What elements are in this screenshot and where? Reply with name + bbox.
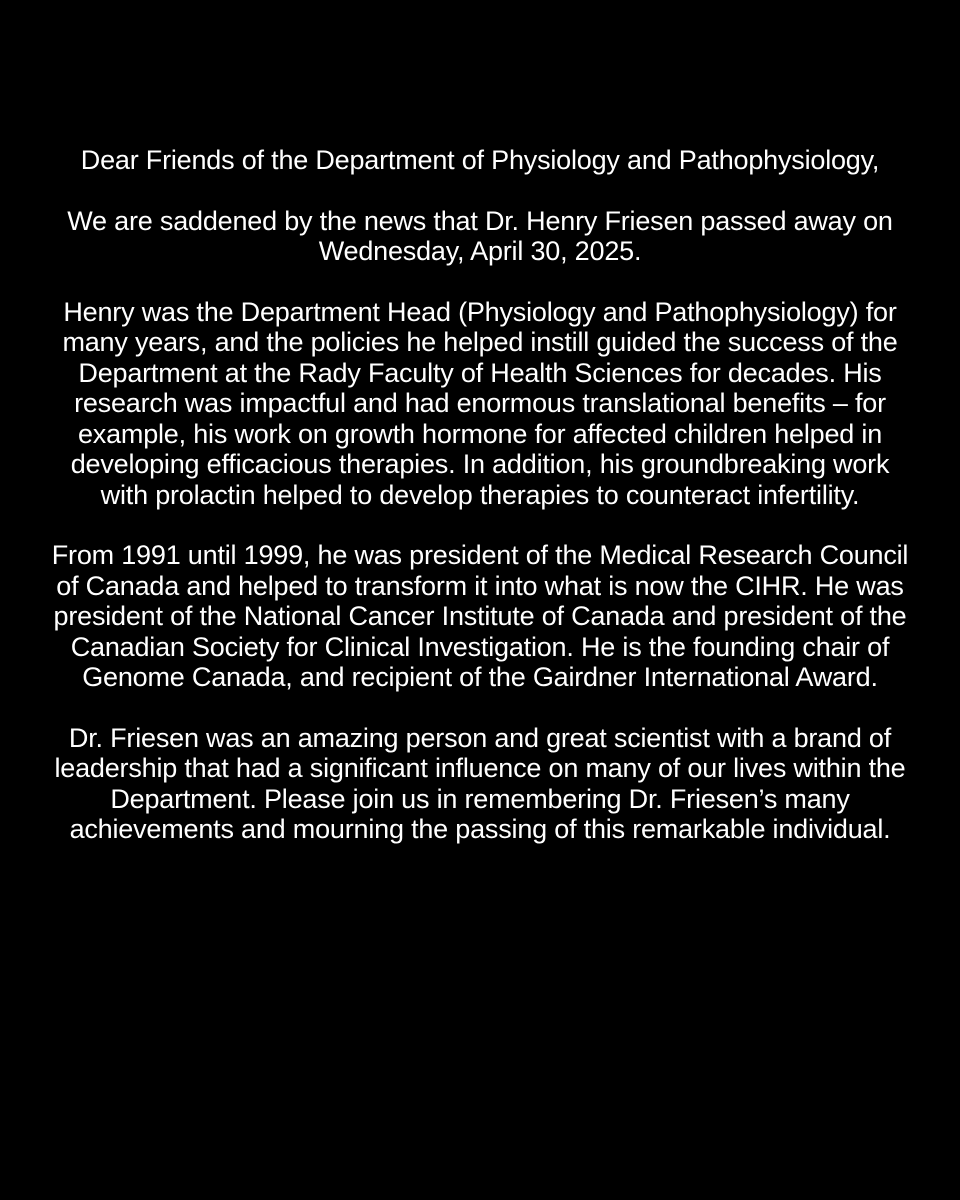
salutation: Dear Friends of the Department of Physiology and Pathophysiology, (80, 145, 880, 175)
paragraph-career-roles: From 1991 until 1999, he was president of the Medical Research Council of Canada and helped to transform it into what is now the CIHR. He was president of the National Cancer Institute of Canada and president of the Canadian Society for Clinical Investigation. He is the founding chair of Genome Canada, and recipient of the Gairdner International Award. (51, 540, 909, 692)
paragraph-department-head: Henry was the Department Head (Physiology and Pathophysiology) for many years, and the policies he helped instill guided the success of the Department at the Rady Faculty of Health Sciences for decades. His research was impactful and had enormous translational benefits – for example, his work on growth hormone for affected children helped in developing efficacious therapies. In addition, his groundbreaking work with prolactin helped to develop therapies to counteract infertility. (62, 296, 898, 510)
memorial-letter (50, 145, 910, 845)
paragraph-passing-announcement: We are saddened by the news that Dr. Henry Friesen passed away on Wednesday, April 30, 2025. (67, 205, 893, 266)
paragraph-remembrance: Dr. Friesen was an amazing person and great scientist with a brand of leadership that had a significant influence on many of our lives within the Department. Please join us in remembering Dr. Friesen’s many achievements and mourning the passing of this remarkable individual. (54, 722, 906, 844)
